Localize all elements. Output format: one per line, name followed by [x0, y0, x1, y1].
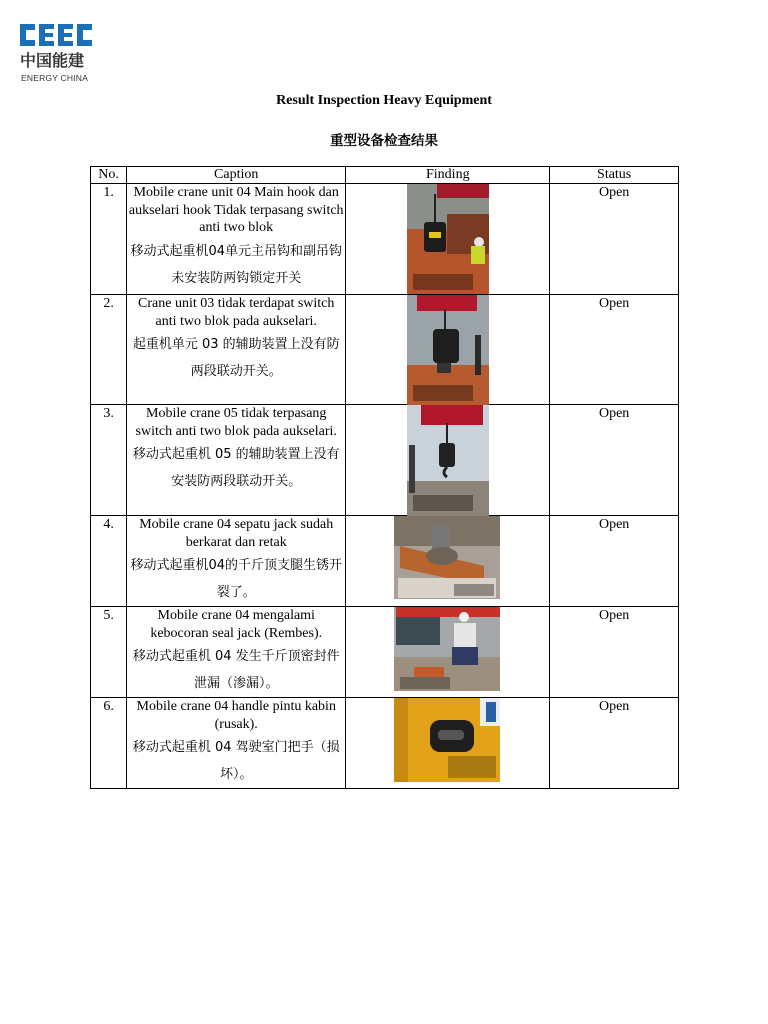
caption-chinese: 移动式起重机 05 的辅助装置上没有安装防两段联动开关。 — [132, 447, 340, 489]
caption-indonesian: Mobile crane 05 tidak terpasang switch anti two blok pada aukselari. — [135, 406, 337, 439]
row-number: 2. — [91, 295, 127, 405]
table-row — [91, 184, 679, 295]
row-finding — [346, 405, 550, 516]
caption-chinese: 起重机单元 03 的辅助装置上没有防两段联动开关。 — [132, 337, 340, 379]
header-finding: Finding — [346, 167, 550, 184]
finding-photo — [407, 405, 489, 516]
header-caption: Caption — [127, 167, 346, 184]
finding-photo — [394, 698, 500, 782]
row-finding — [346, 516, 550, 607]
row-status: Open — [550, 405, 679, 516]
header-status: Status — [550, 167, 679, 184]
finding-photo — [394, 607, 500, 691]
caption-indonesian: Mobile crane unit 04 Main hook dan aukselari hook Tidak terpasang switch anti two blok — [128, 185, 344, 235]
finding-photo — [394, 516, 500, 599]
row-number: 3. — [91, 405, 127, 516]
table-row — [91, 698, 679, 789]
document-title: Result Inspection Heavy Equipment — [276, 93, 492, 108]
row-number: 4. — [91, 516, 127, 607]
caption-chinese: 移动式起重机04单元主吊钩和副吊钩未安装防两钩锁定开关 — [130, 243, 342, 286]
row-status: Open — [550, 184, 679, 295]
row-finding — [346, 184, 550, 295]
ceec-logo-icon — [20, 22, 92, 48]
energy-china-logo — [20, 22, 100, 84]
row-number: 1. — [91, 184, 127, 295]
row-caption — [127, 405, 346, 516]
caption-indonesian: Mobile crane 04 handle pintu kabin (rusak). — [136, 699, 336, 732]
row-number: 5. — [91, 607, 127, 698]
row-finding — [346, 607, 550, 698]
caption-indonesian: Mobile crane 04 mengalami kebocoran seal jack (Rembes). — [150, 608, 323, 641]
caption-chinese: 移动式起重机04的千斤顶支腿生锈开裂了。 — [130, 558, 342, 600]
row-caption — [127, 295, 346, 405]
finding-photo — [407, 184, 489, 294]
table-header-row — [91, 167, 679, 184]
logo-chinese-text: 中国能建 — [20, 51, 85, 70]
finding-photo — [407, 295, 489, 405]
table-row — [91, 405, 679, 516]
row-caption — [127, 184, 346, 295]
table-row — [91, 607, 679, 698]
row-caption — [127, 607, 346, 698]
row-number: 6. — [91, 698, 127, 789]
caption-indonesian: Crane unit 03 tidak terdapat switch anti two blok pada aukselari. — [138, 296, 335, 329]
inspection-table — [90, 166, 679, 789]
table-row — [91, 295, 679, 405]
header-no: No. — [91, 167, 127, 184]
row-finding — [346, 698, 550, 789]
logo-english-text: ENERGY CHINA — [21, 73, 88, 83]
row-status: Open — [550, 516, 679, 607]
row-status: Open — [550, 698, 679, 789]
row-status: Open — [550, 607, 679, 698]
caption-chinese: 移动式起重机 04 驾驶室门把手（损坏）。 — [132, 740, 340, 782]
row-finding — [346, 295, 550, 405]
row-status: Open — [550, 295, 679, 405]
row-caption — [127, 698, 346, 789]
table-row — [91, 516, 679, 607]
document-subtitle: 重型设备检查结果 — [330, 133, 438, 149]
caption-chinese: 移动式起重机 04 发生千斤顶密封件泄漏（渗漏）。 — [132, 649, 340, 691]
caption-indonesian: Mobile crane 04 sepatu jack sudah berkarat dan retak — [139, 517, 334, 550]
row-caption — [127, 516, 346, 607]
